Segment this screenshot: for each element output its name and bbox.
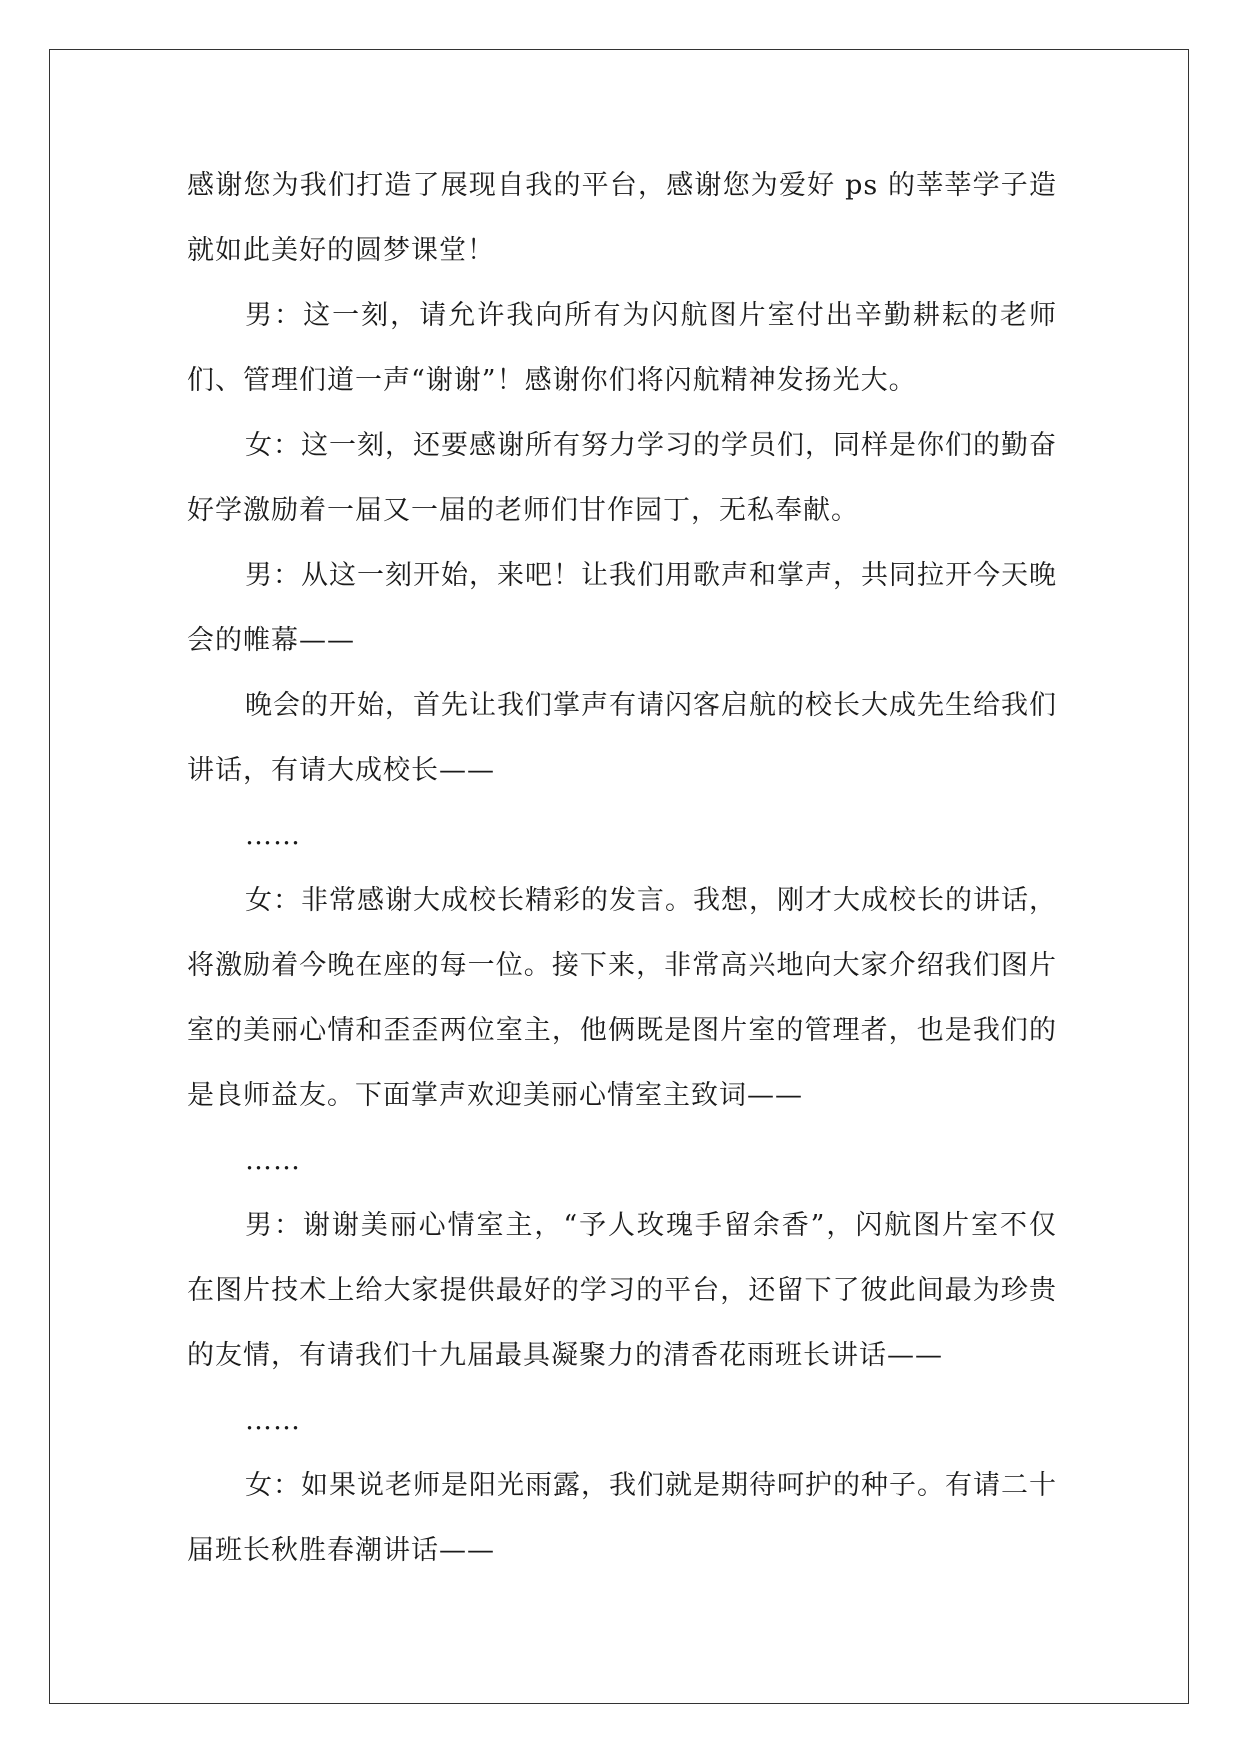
paragraph-6: 女：非常感谢大成校长精彩的发言。我想，刚才大成校长的讲话，将激励着今晚在座的每一位。接下来，非常高兴地向大家介绍我们图片室的美丽心情和歪歪两位室主，他俩既是图片室的管理者，也是我们的是良师益友。下面掌声欢迎美丽心情室主致词—— <box>187 885 1057 1111</box>
ellipsis-2: …… <box>245 1145 301 1176</box>
ellipsis-3: …… <box>245 1405 301 1436</box>
paragraph-4: 男：从这一刻开始，来吧！让我们用歌声和掌声，共同拉开今天晚会的帷幕—— <box>187 560 1057 656</box>
paragraph-7: 男：谢谢美丽心情室主，“予人玫瑰手留余香”，闪航图片室不仅在图片技术上给大家提供最好的学习的平台，还留下了彼此间最为珍贵的友情，有请我们十九届最具凝聚力的清香花雨班长讲话—— <box>187 1210 1057 1371</box>
paragraph-3: 女：这一刻，还要感谢所有努力学习的学员们，同样是你们的勤奋好学激励着一届又一届的老师们甘作园丁，无私奉献。 <box>187 430 1057 526</box>
ellipsis-1: …… <box>245 820 301 851</box>
paragraph-5: 晚会的开始，首先让我们掌声有请闪客启航的校长大成先生给我们讲话，有请大成校长—— <box>187 690 1057 786</box>
document-body <box>187 153 1057 1583</box>
paragraph-8: 女：如果说老师是阳光雨露，我们就是期待呵护的种子。有请二十届班长秋胜春潮讲话—— <box>187 1470 1057 1566</box>
paragraph-1: 感谢您为我们打造了展现自我的平台，感谢您为爱好 ps 的莘莘学子造就如此美好的圆梦课堂！ <box>187 170 1057 266</box>
paragraph-2: 男：这一刻，请允许我向所有为闪航图片室付出辛勤耕耘的老师们、管理们道一声“谢谢”！感谢你们将闪航精神发扬光大。 <box>187 300 1057 396</box>
